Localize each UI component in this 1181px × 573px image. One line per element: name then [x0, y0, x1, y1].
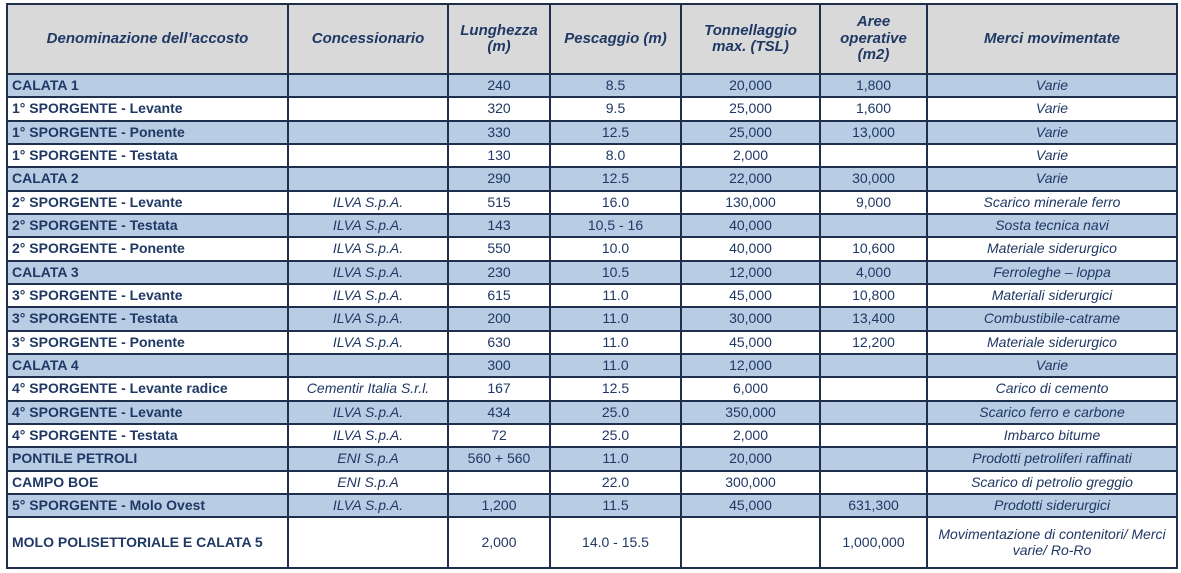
- aree-operative-cell: [820, 354, 927, 377]
- berth-name-cell: CALATA 3: [7, 261, 288, 284]
- table-row: [7, 401, 1177, 424]
- table-row: [7, 191, 1177, 214]
- concessionario-cell: [288, 74, 448, 97]
- pescaggio-cell: 12.5: [550, 167, 681, 190]
- aree-operative-cell: 13,000: [820, 121, 927, 144]
- berth-name-cell: 4° SPORGENTE - Levante: [7, 401, 288, 424]
- lunghezza-cell: 130: [448, 144, 550, 167]
- tonnellaggio-cell: 12,000: [681, 354, 820, 377]
- aree-operative-cell: 30,000: [820, 167, 927, 190]
- tonnellaggio-cell: 45,000: [681, 331, 820, 354]
- table-row: [7, 331, 1177, 354]
- concessionario-cell: ILVA S.p.A.: [288, 237, 448, 260]
- berth-name-cell: 5° SPORGENTE - Molo Ovest: [7, 494, 288, 517]
- header-lunghezza: Lunghezza (m): [448, 4, 550, 74]
- berth-name-cell: 3° SPORGENTE - Levante: [7, 284, 288, 307]
- concessionario-cell: ILVA S.p.A.: [288, 214, 448, 237]
- berth-name-cell: CAMPO BOE: [7, 471, 288, 494]
- berth-name-cell: CALATA 4: [7, 354, 288, 377]
- concessionario-cell: ILVA S.p.A.: [288, 331, 448, 354]
- berth-name-cell: 1° SPORGENTE - Ponente: [7, 121, 288, 144]
- merci-cell: Ferroleghe – loppa: [927, 261, 1177, 284]
- lunghezza-cell: [448, 471, 550, 494]
- berth-name-cell: 1° SPORGENTE - Testata: [7, 144, 288, 167]
- pescaggio-cell: 11.0: [550, 307, 681, 330]
- pescaggio-cell: 22.0: [550, 471, 681, 494]
- pescaggio-cell: 9.5: [550, 97, 681, 120]
- aree-operative-cell: 4,000: [820, 261, 927, 284]
- tonnellaggio-cell: 12,000: [681, 261, 820, 284]
- aree-operative-cell: 10,800: [820, 284, 927, 307]
- merci-cell: Varie: [927, 121, 1177, 144]
- merci-cell: Varie: [927, 167, 1177, 190]
- concessionario-cell: ILVA S.p.A.: [288, 494, 448, 517]
- merci-cell: Varie: [927, 354, 1177, 377]
- concessionario-cell: ILVA S.p.A.: [288, 401, 448, 424]
- aree-operative-cell: [820, 377, 927, 400]
- lunghezza-cell: 230: [448, 261, 550, 284]
- tonnellaggio-cell: 25,000: [681, 97, 820, 120]
- lunghezza-cell: 615: [448, 284, 550, 307]
- lunghezza-cell: 560 + 560: [448, 447, 550, 470]
- berths-table: [6, 3, 1178, 569]
- table-row: [7, 354, 1177, 377]
- table-row: [7, 214, 1177, 237]
- merci-cell: Sosta tecnica navi: [927, 214, 1177, 237]
- berth-name-cell: 3° SPORGENTE - Ponente: [7, 331, 288, 354]
- concessionario-cell: [288, 121, 448, 144]
- concessionario-cell: [288, 354, 448, 377]
- merci-cell: Materiale siderurgico: [927, 331, 1177, 354]
- berth-name-cell: 2° SPORGENTE - Levante: [7, 191, 288, 214]
- concessionario-cell: [288, 167, 448, 190]
- tonnellaggio-cell: 45,000: [681, 284, 820, 307]
- pescaggio-cell: 14.0 - 15.5: [550, 517, 681, 568]
- concessionario-cell: [288, 97, 448, 120]
- lunghezza-cell: 320: [448, 97, 550, 120]
- pescaggio-cell: 11.5: [550, 494, 681, 517]
- merci-cell: Scarico ferro e carbone: [927, 401, 1177, 424]
- aree-operative-cell: 9,000: [820, 191, 927, 214]
- tonnellaggio-cell: 22,000: [681, 167, 820, 190]
- berth-name-cell: CALATA 2: [7, 167, 288, 190]
- table-body: [7, 74, 1177, 568]
- tonnellaggio-cell: 2,000: [681, 144, 820, 167]
- lunghezza-cell: 330: [448, 121, 550, 144]
- aree-operative-cell: 12,200: [820, 331, 927, 354]
- merci-cell: Movimentazione di contenitori/ Merci varie/ Ro-Ro: [927, 517, 1177, 568]
- tonnellaggio-cell: 45,000: [681, 494, 820, 517]
- merci-cell: Scarico minerale ferro: [927, 191, 1177, 214]
- berth-name-cell: 4° SPORGENTE - Levante radice: [7, 377, 288, 400]
- aree-operative-cell: 10,600: [820, 237, 927, 260]
- table-row: [7, 517, 1177, 568]
- pescaggio-cell: 25.0: [550, 401, 681, 424]
- concessionario-cell: ILVA S.p.A.: [288, 307, 448, 330]
- aree-operative-cell: [820, 471, 927, 494]
- aree-operative-cell: 631,300: [820, 494, 927, 517]
- merci-cell: Materiale siderurgico: [927, 237, 1177, 260]
- header-merci: Merci movimentate: [927, 4, 1177, 74]
- berth-name-cell: 1° SPORGENTE - Levante: [7, 97, 288, 120]
- lunghezza-cell: 1,200: [448, 494, 550, 517]
- concessionario-cell: ILVA S.p.A.: [288, 284, 448, 307]
- tonnellaggio-cell: 6,000: [681, 377, 820, 400]
- pescaggio-cell: 10.5: [550, 261, 681, 284]
- table-row: [7, 284, 1177, 307]
- header-pescaggio: Pescaggio (m): [550, 4, 681, 74]
- tonnellaggio-cell: 40,000: [681, 214, 820, 237]
- tonnellaggio-cell: 40,000: [681, 237, 820, 260]
- lunghezza-cell: 515: [448, 191, 550, 214]
- header-aree-operative: Aree operative (m2): [820, 4, 927, 74]
- table-header: [7, 4, 1177, 74]
- pescaggio-cell: 12.5: [550, 121, 681, 144]
- header-tonnellaggio: Tonnellaggio max. (TSL): [681, 4, 820, 74]
- berth-name-cell: 4° SPORGENTE - Testata: [7, 424, 288, 447]
- concessionario-cell: [288, 144, 448, 167]
- tonnellaggio-cell: 130,000: [681, 191, 820, 214]
- header-concessionario: Concessionario: [288, 4, 448, 74]
- table-row: [7, 261, 1177, 284]
- berth-name-cell: MOLO POLISETTORIALE E CALATA 5: [7, 517, 288, 568]
- table-row: [7, 97, 1177, 120]
- merci-cell: Scarico di petrolio greggio: [927, 471, 1177, 494]
- aree-operative-cell: [820, 144, 927, 167]
- merci-cell: Prodotti siderurgici: [927, 494, 1177, 517]
- header-row: [7, 4, 1177, 74]
- aree-operative-cell: 13,400: [820, 307, 927, 330]
- pescaggio-cell: 16.0: [550, 191, 681, 214]
- aree-operative-cell: 1,000,000: [820, 517, 927, 568]
- concessionario-cell: ENI S.p.A: [288, 471, 448, 494]
- lunghezza-cell: 72: [448, 424, 550, 447]
- table-row: [7, 144, 1177, 167]
- pescaggio-cell: 12.5: [550, 377, 681, 400]
- pescaggio-cell: 11.0: [550, 331, 681, 354]
- tonnellaggio-cell: 25,000: [681, 121, 820, 144]
- aree-operative-cell: [820, 214, 927, 237]
- lunghezza-cell: 300: [448, 354, 550, 377]
- aree-operative-cell: 1,600: [820, 97, 927, 120]
- tonnellaggio-cell: 2,000: [681, 424, 820, 447]
- pescaggio-cell: 8.5: [550, 74, 681, 97]
- tonnellaggio-cell: 30,000: [681, 307, 820, 330]
- pescaggio-cell: 11.0: [550, 447, 681, 470]
- concessionario-cell: [288, 517, 448, 568]
- lunghezza-cell: 630: [448, 331, 550, 354]
- concessionario-cell: ILVA S.p.A.: [288, 261, 448, 284]
- pescaggio-cell: 8.0: [550, 144, 681, 167]
- tonnellaggio-cell: [681, 517, 820, 568]
- lunghezza-cell: 167: [448, 377, 550, 400]
- merci-cell: Varie: [927, 97, 1177, 120]
- berth-name-cell: 3° SPORGENTE - Testata: [7, 307, 288, 330]
- table-row: [7, 74, 1177, 97]
- merci-cell: Prodotti petroliferi raffinati: [927, 447, 1177, 470]
- berth-name-cell: 2° SPORGENTE - Testata: [7, 214, 288, 237]
- tonnellaggio-cell: 350,000: [681, 401, 820, 424]
- concessionario-cell: ILVA S.p.A.: [288, 191, 448, 214]
- aree-operative-cell: [820, 424, 927, 447]
- concessionario-cell: ENI S.p.A: [288, 447, 448, 470]
- table-row: [7, 307, 1177, 330]
- berth-name-cell: 2° SPORGENTE - Ponente: [7, 237, 288, 260]
- table-row: [7, 447, 1177, 470]
- merci-cell: Varie: [927, 144, 1177, 167]
- merci-cell: Materiali siderurgici: [927, 284, 1177, 307]
- lunghezza-cell: 240: [448, 74, 550, 97]
- tonnellaggio-cell: 300,000: [681, 471, 820, 494]
- tonnellaggio-cell: 20,000: [681, 74, 820, 97]
- merci-cell: Varie: [927, 74, 1177, 97]
- lunghezza-cell: 290: [448, 167, 550, 190]
- aree-operative-cell: [820, 447, 927, 470]
- table-row: [7, 494, 1177, 517]
- concessionario-cell: ILVA S.p.A.: [288, 424, 448, 447]
- table-row: [7, 424, 1177, 447]
- table-row: [7, 237, 1177, 260]
- aree-operative-cell: [820, 401, 927, 424]
- lunghezza-cell: 550: [448, 237, 550, 260]
- merci-cell: Carico di cemento: [927, 377, 1177, 400]
- table-row: [7, 377, 1177, 400]
- header-denominazione: Denominazione dell’accosto: [7, 4, 288, 74]
- tonnellaggio-cell: 20,000: [681, 447, 820, 470]
- berth-name-cell: CALATA 1: [7, 74, 288, 97]
- lunghezza-cell: 200: [448, 307, 550, 330]
- concessionario-cell: Cementir Italia S.r.l.: [288, 377, 448, 400]
- lunghezza-cell: 2,000: [448, 517, 550, 568]
- pescaggio-cell: 10,5 - 16: [550, 214, 681, 237]
- pescaggio-cell: 11.0: [550, 284, 681, 307]
- table-row: [7, 167, 1177, 190]
- merci-cell: Imbarco bitume: [927, 424, 1177, 447]
- table-row: [7, 121, 1177, 144]
- table-row: [7, 471, 1177, 494]
- merci-cell: Combustibile-catrame: [927, 307, 1177, 330]
- pescaggio-cell: 10.0: [550, 237, 681, 260]
- aree-operative-cell: 1,800: [820, 74, 927, 97]
- pescaggio-cell: 25.0: [550, 424, 681, 447]
- berth-name-cell: PONTILE PETROLI: [7, 447, 288, 470]
- lunghezza-cell: 434: [448, 401, 550, 424]
- pescaggio-cell: 11.0: [550, 354, 681, 377]
- lunghezza-cell: 143: [448, 214, 550, 237]
